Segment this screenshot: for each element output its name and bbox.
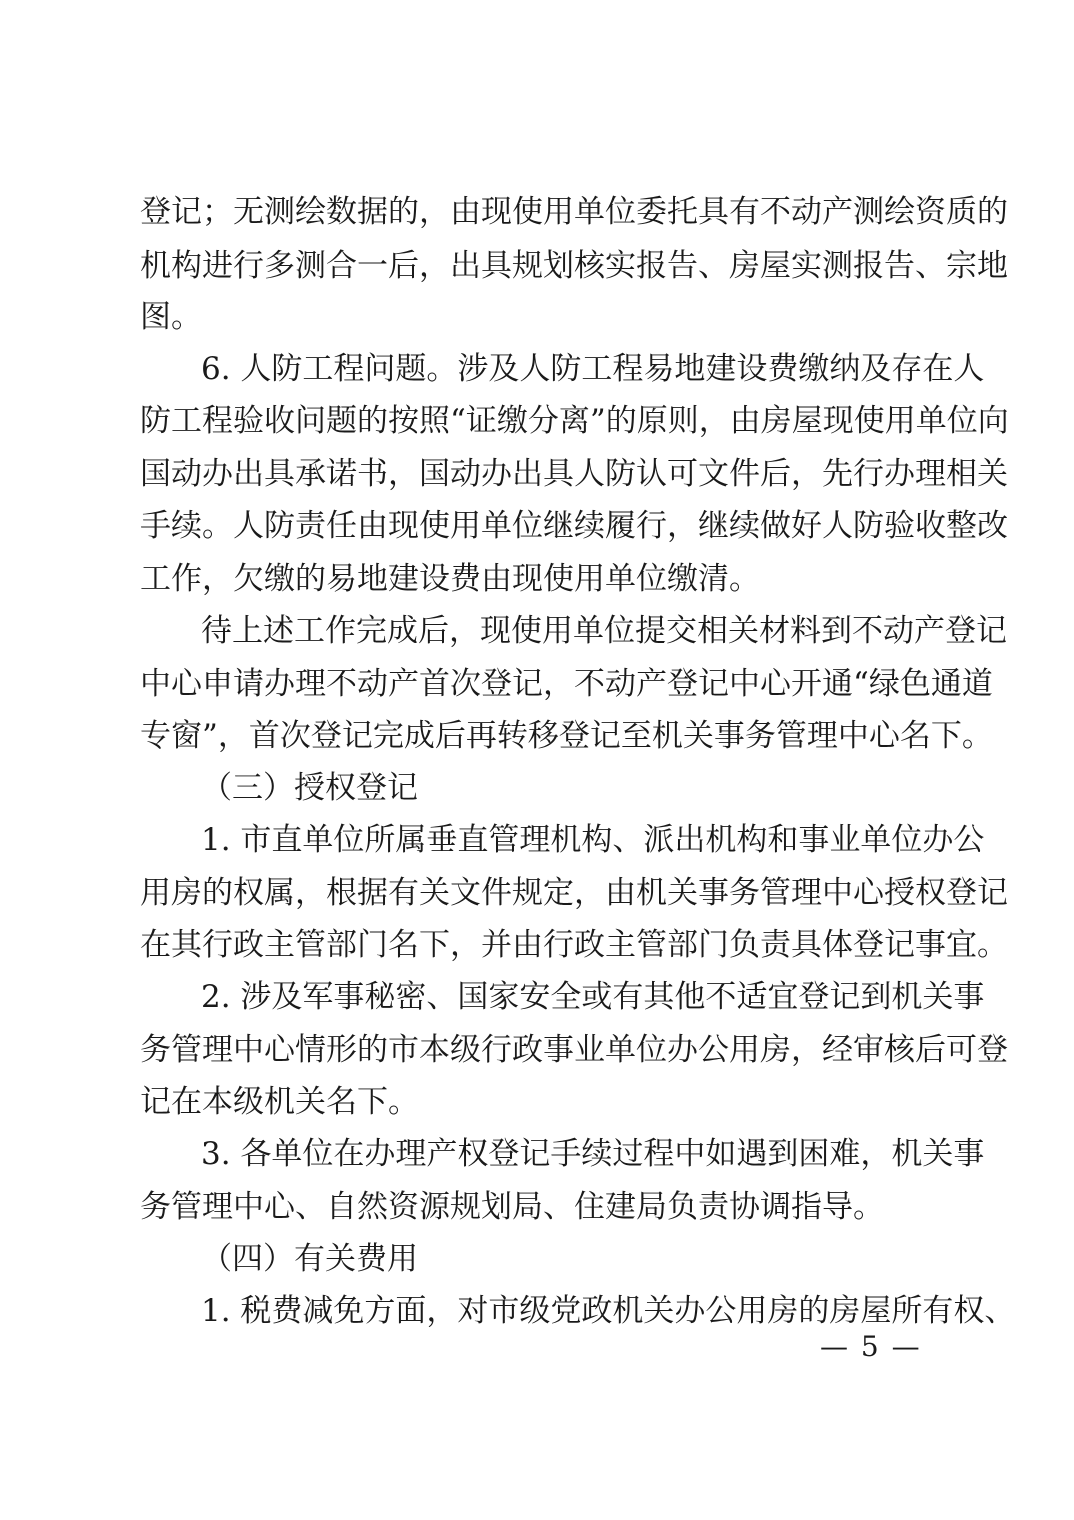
paragraph-first-line: 3. 各单位在办理产权登记手续过程中如遇到困难，机关事 (201, 1136, 985, 1172)
text-line: 登记；无测绘数据的，由现使用单位委托具有不动产测绘资质的 (140, 194, 1008, 230)
text-line: 机构进行多测合一后，出具规划核实报告、房屋实测报告、宗地 (140, 248, 1008, 284)
text-line: 国动办出具承诺书，国动办出具人防认可文件后，先行办理相关 (140, 456, 1008, 492)
text-line: 专窗”，首次登记完成后再转移登记至机关事务管理中心名下。 (140, 718, 993, 754)
text-line: 务管理中心、自然资源规划局、住建局负责协调指导。 (140, 1189, 884, 1225)
paragraph-first-line: 1. 税费减免方面，对市级党政机关办公用房的房屋所有权、 (201, 1293, 1016, 1329)
text-line: 中心申请办理不动产首次登记，不动产登记中心开通“绿色通道 (140, 666, 993, 702)
text-line: 用房的权属，根据有关文件规定，由机关事务管理中心授权登记 (140, 875, 1008, 911)
text-line: 记在本级机关名下。 (140, 1084, 419, 1120)
text-line: 务管理中心情形的市本级行政事业单位办公用房，经审核后可登 (140, 1032, 1008, 1068)
paragraph-first-line: 2. 涉及军事秘密、国家安全或有其他不适宜登记到机关事 (201, 979, 985, 1015)
page-number: — 5 — (820, 1330, 922, 1363)
text-line: 在其行政主管部门名下，并由行政主管部门负责具体登记事宜。 (140, 927, 1008, 963)
paragraph-first-line: 6. 人防工程问题。涉及人防工程易地建设费缴纳及存在人 (201, 351, 985, 387)
paragraph-first-line: 1. 市直单位所属垂直管理机构、派出机构和事业单位办公 (201, 822, 985, 858)
text-line: 防工程验收问题的按照“证缴分离”的原则，由房屋现使用单位向 (140, 403, 1009, 439)
section-heading: （三）授权登记 (201, 770, 418, 806)
text-line: 图。 (140, 299, 202, 335)
section-heading: （四）有关费用 (201, 1241, 418, 1277)
text-line: 工作，欠缴的易地建设费由现使用单位缴清。 (140, 561, 760, 597)
paragraph-first-line: 待上述工作完成后，现使用单位提交相关材料到不动产登记 (201, 613, 1007, 649)
text-line: 手续。人防责任由现使用单位继续履行，继续做好人防验收整改 (140, 508, 1008, 544)
